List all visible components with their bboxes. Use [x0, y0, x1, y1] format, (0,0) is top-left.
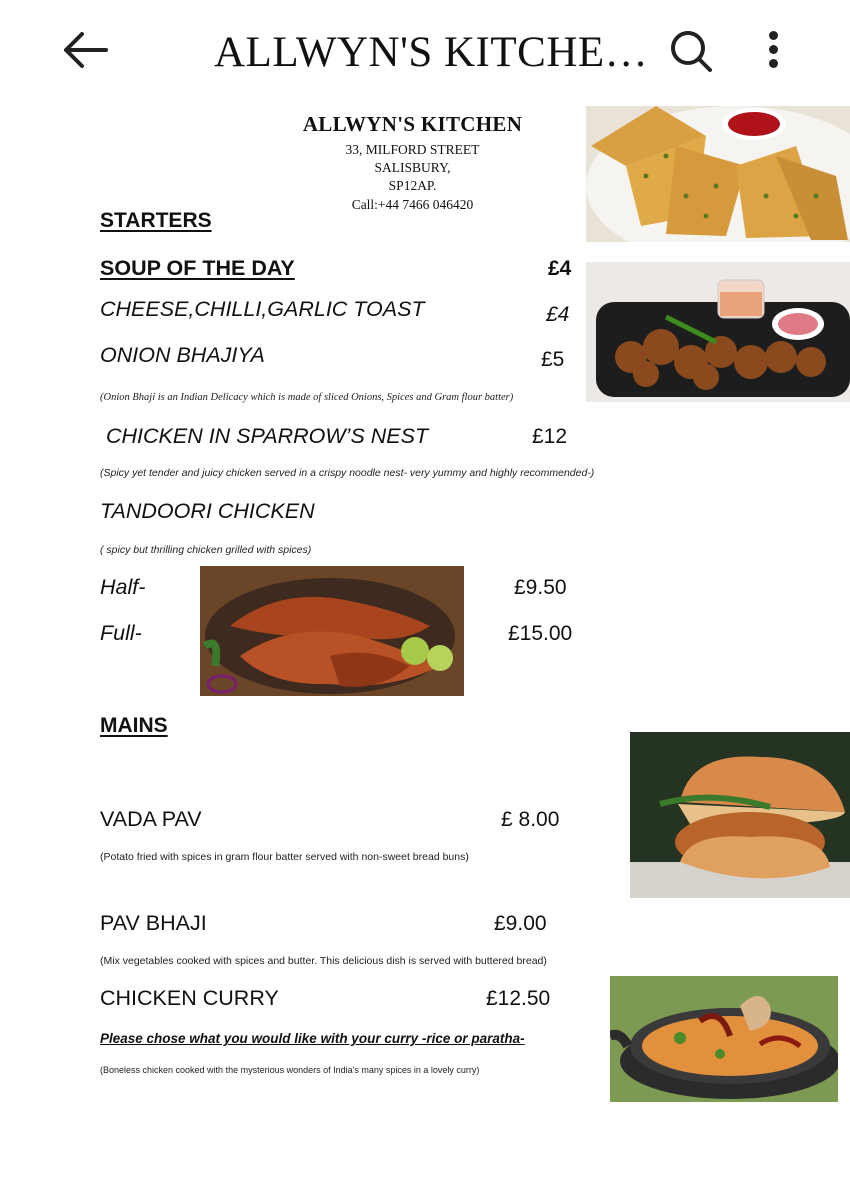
back-button[interactable] — [58, 28, 110, 72]
onion-bhaji-photo — [586, 262, 850, 402]
menu-item-garlic-toast: CHEESE,CHILLI,GARLIC TOAST — [100, 297, 425, 321]
price-onion-bhajiya: £5 — [541, 348, 565, 371]
desc-chicken-curry: (Boneless chicken cooked with the mysterious wonders of India's many spices in a lovely curry) — [100, 1065, 480, 1075]
price-vada-pav: £ 8.00 — [501, 808, 560, 831]
top-app-bar — [0, 0, 850, 100]
address-line-3: SP12AP. — [388, 178, 437, 193]
search-button[interactable] — [668, 28, 714, 74]
curry-choice-note: Please chose what you would like with your curry -rice or paratha- — [100, 1031, 525, 1046]
desc-sparrows-nest: (Spicy yet tender and juicy chicken served in a crispy noodle nest- very yummy and highly recommended-) — [100, 467, 595, 479]
price-soup: £4 — [548, 257, 572, 280]
restaurant-name: ALLWYN'S KITCHEN — [302, 112, 523, 136]
more-vertical-icon — [769, 31, 778, 40]
mains-heading: MAINS — [100, 714, 168, 737]
desc-onion-bhajiya: (Onion Bhaji is an Indian Delicacy which is made of sliced Onions, Spices and Gram flour batter) — [100, 392, 514, 403]
menu-item-pav-bhaji: PAV BHAJI — [100, 911, 207, 935]
tandoori-chicken-photo — [200, 566, 464, 696]
tandoori-half-label: Half- — [100, 575, 146, 599]
desc-vada-pav: (Potato fried with spices in gram flour batter served with non-sweet bread buns) — [100, 851, 469, 863]
menu-item-soup: SOUP OF THE DAY — [100, 256, 295, 280]
price-garlic-toast: £4 — [546, 303, 570, 326]
address-line-1: 33, MILFORD STREET — [345, 142, 480, 157]
more-options-button[interactable] — [760, 28, 788, 72]
arrow-left-icon — [58, 28, 110, 72]
menu-item-chicken-curry: CHICKEN CURRY — [100, 986, 279, 1010]
price-pav-bhaji: £9.00 — [494, 912, 547, 935]
menu-item-vada-pav: VADA PAV — [100, 807, 202, 831]
desc-pav-bhaji: (Mix vegetables cooked with spices and butter. This delicious dish is served with buttered bread) — [100, 955, 547, 967]
garlic-toast-photo — [586, 106, 850, 242]
vada-pav-photo — [630, 732, 850, 898]
tandoori-full-label: Full- — [100, 621, 142, 645]
phone-number: Call:+44 7466 046420 — [351, 197, 474, 212]
price-tandoori-half: £9.50 — [514, 576, 567, 599]
desc-tandoori-chicken: ( spicy but thrilling chicken grilled with spices) — [100, 544, 312, 556]
menu-item-onion-bhajiya: ONION BHAJIYA — [100, 343, 265, 367]
chicken-curry-photo — [610, 976, 838, 1102]
search-icon — [668, 28, 714, 74]
price-chicken-curry: £12.50 — [486, 987, 551, 1010]
price-tandoori-full: £15.00 — [508, 622, 573, 645]
price-sparrows-nest: £12 — [532, 425, 568, 448]
starters-heading: STARTERS — [100, 209, 212, 232]
address-line-2: SALISBURY, — [374, 160, 451, 175]
menu-item-tandoori-chicken: TANDOORI CHICKEN — [100, 499, 315, 523]
menu-item-sparrows-nest: CHICKEN IN SPARROW’S NEST — [100, 424, 429, 448]
app-title: ALLWYN'S KITCHE… — [214, 29, 649, 76]
